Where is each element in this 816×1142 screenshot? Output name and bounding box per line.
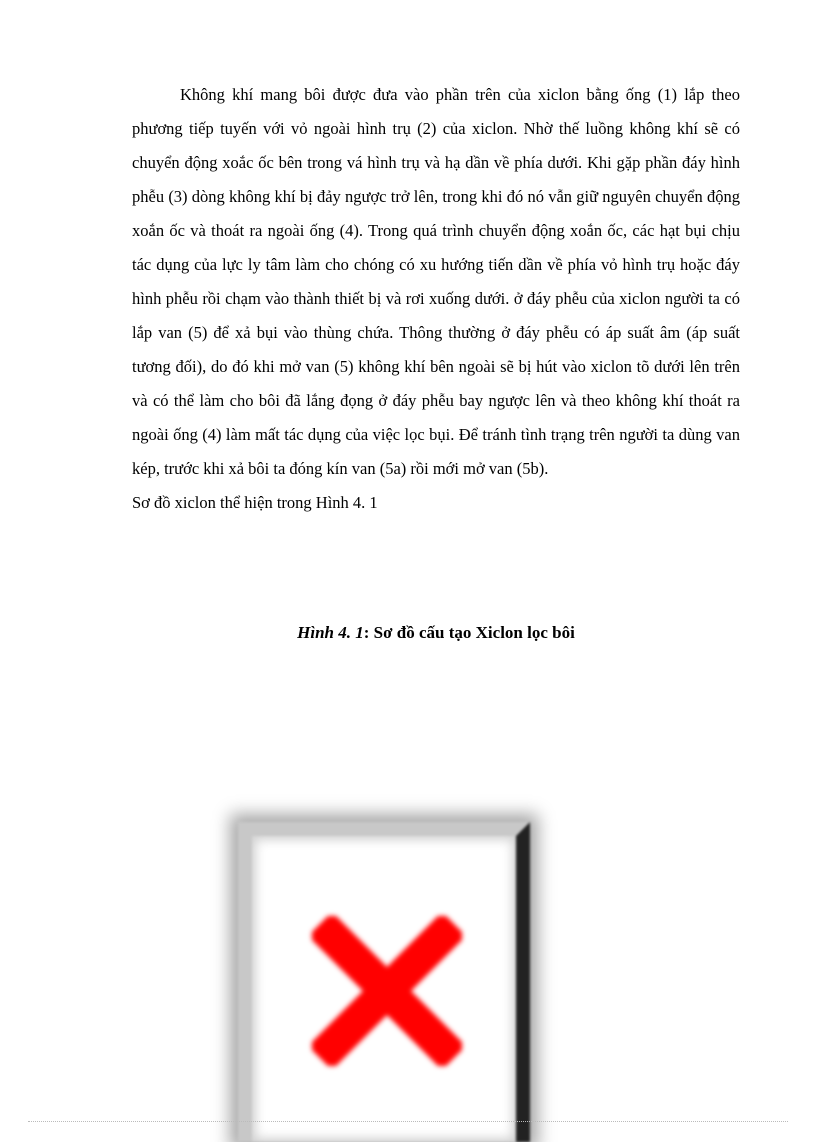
figure-title: : Sơ đồ cấu tạo Xiclon lọc bôi [363, 623, 575, 642]
page-bottom-rule [28, 1121, 788, 1122]
figure-label: Hình 4. 1 [297, 623, 364, 642]
broken-image-red-x-icon [312, 916, 462, 1066]
paragraph-cyclone-description: Không khí mang bôi được đưa vào phần trên của xiclon bằng ống (1) lắp theo phương tiếp tuyến với vỏ ngoài hình trụ (2) của xiclon. Nhờ thế luồng không khí sẽ có chuyển động xoắc ốc bên trong vá hình trụ và hạ dần về phía dưới. Khi gặp phần đáy hình phễu (3) dòng không khí bị đảy ngược trở lên, trong khi đó nó vẫn giữ nguyên chuyển động xoắn ốc và thoát ra ngoài ống (4). Trong quá trình chuyển động xoắn ốc, các hạt bụi chịu tác dụng của lực ly tâm làm cho chóng có xu hướng tiến dần về phía vỏ hình trụ hoặc đáy hình phễu rồi chạm vào thành thiết bị và rơi xuống dưới. ở đáy phễu của xiclon người ta có lắp van (5) để xả bụi vào thùng chứa. Thông thường ở đáy phễu có áp suất âm (áp suất tương đối), do đó khi mở van (5) không khí bên ngoài sẽ bị hút vào xiclon tõ dưới lên trên và có thể làm cho bôi đã lắng đọng ở đáy phễu bay ngược lên và theo không khí thoát ra ngoài ống (4) làm mất tác dụng của việc lọc bụi. Để tránh tình trạng trên người ta dùng van kép, trước khi xả bôi ta đóng kín van (5a) rồi mới mở van (5b). [132, 85, 740, 478]
broken-image-placeholder [238, 822, 530, 1142]
body-text [132, 78, 740, 520]
paragraph-figure-reference: Sơ đồ xiclon thể hiện trong Hình 4. 1 [132, 493, 378, 512]
figure-caption [132, 618, 740, 648]
